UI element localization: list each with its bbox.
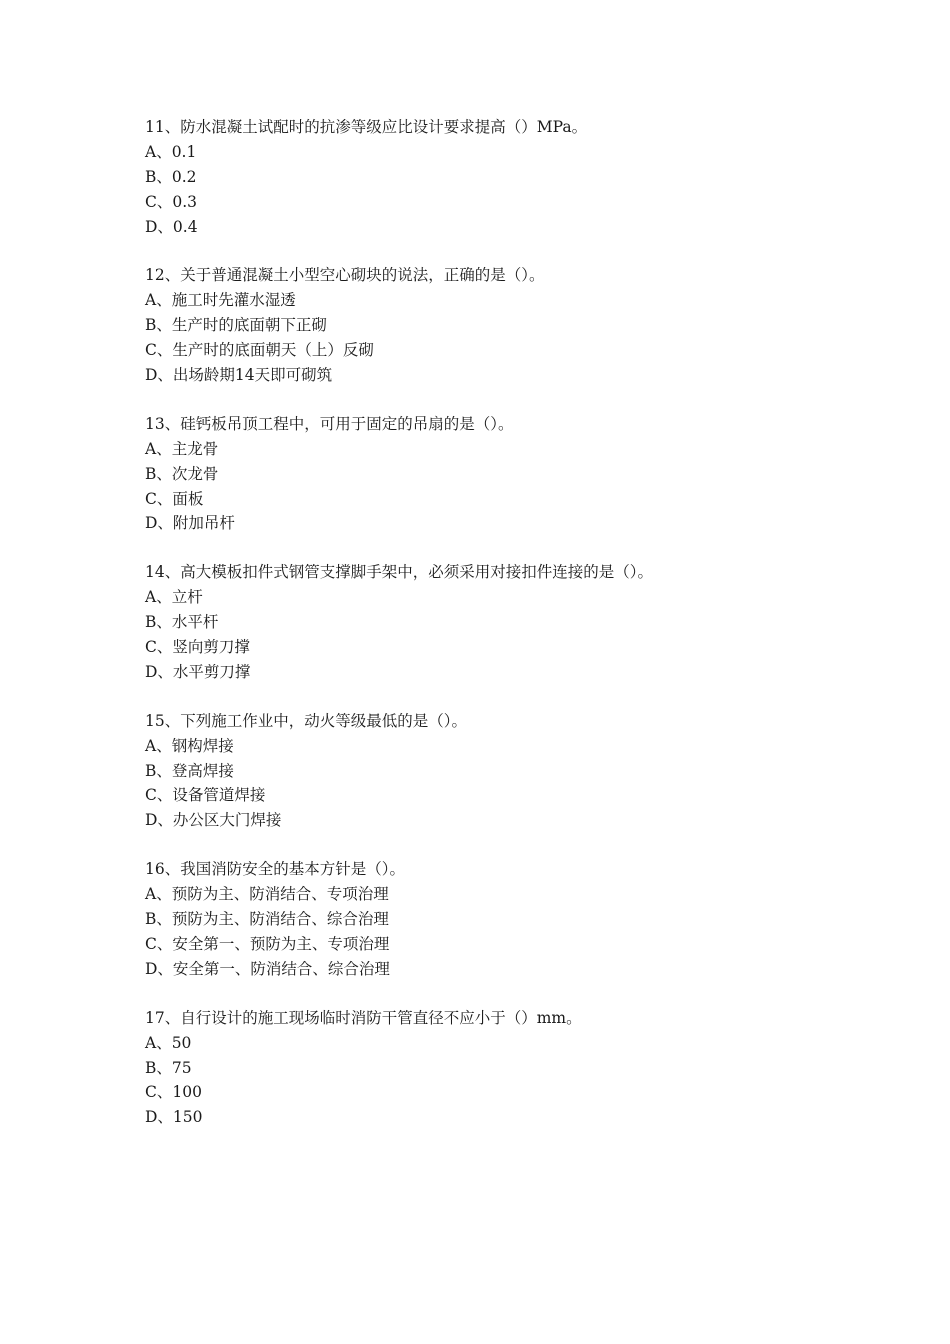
option-a: A、预防为主、防消结合、专项治理	[145, 885, 389, 904]
option-d: D、安全第一、防消结合、综合治理	[145, 959, 390, 978]
option-c: C、安全第一、预防为主、专项治理	[145, 934, 390, 953]
question-17	[145, 1006, 865, 1130]
question-13	[145, 412, 865, 536]
question-14	[145, 560, 865, 684]
option-b: B、预防为主、防消结合、综合治理	[145, 910, 389, 929]
option-c: C、生产时的底面朝天（上）反砌	[145, 341, 374, 360]
question-15	[145, 709, 865, 833]
option-a: A、施工时先灌水湿透	[145, 291, 296, 310]
option-a: A、钢构焊接	[145, 736, 234, 755]
question-stem: 15、下列施工作业中，动火等级最低的是（）。	[145, 711, 467, 730]
question-stem: 17、自行设计的施工现场临时消防干管直径不应小于（）mm。	[145, 1008, 582, 1027]
option-d: D、办公区大门焊接	[145, 811, 282, 830]
option-b: B、75	[145, 1058, 192, 1077]
option-d: D、水平剪刀撑	[145, 662, 251, 681]
option-b: B、水平杆	[145, 613, 219, 632]
option-d: D、150	[145, 1108, 203, 1127]
question-16	[145, 857, 865, 981]
option-c: C、100	[145, 1083, 202, 1102]
option-a: A、0.1	[145, 142, 197, 161]
option-d: D、0.4	[145, 217, 198, 236]
question-stem: 13、硅钙板吊顶工程中，可用于固定的吊扇的是（）。	[145, 414, 514, 433]
option-a: A、主龙骨	[145, 439, 219, 458]
question-stem: 16、我国消防安全的基本方针是（）。	[145, 860, 405, 879]
option-a: A、50	[145, 1033, 192, 1052]
option-c: C、面板	[145, 489, 204, 508]
question-stem: 11、防水混凝土试配时的抗渗等级应比设计要求提高（）MPa。	[145, 118, 588, 136]
question-12	[145, 263, 865, 387]
question-stem: 14、高大模板扣件式钢管支撑脚手架中，必须采用对接扣件连接的是（）。	[145, 563, 653, 582]
option-b: B、次龙骨	[145, 464, 219, 483]
option-b: B、生产时的底面朝下正砌	[145, 316, 327, 335]
question-stem: 12、关于普通混凝土小型空心砌块的说法，正确的是（）。	[145, 266, 545, 285]
option-d: D、出场龄期14天即可砌筑	[145, 366, 333, 385]
option-b: B、登高焊接	[145, 761, 234, 780]
question-11	[145, 115, 865, 239]
option-c: C、0.3	[145, 192, 198, 211]
option-b: B、0.2	[145, 167, 197, 186]
option-c: C、设备管道焊接	[145, 786, 266, 805]
option-c: C、竖向剪刀撑	[145, 638, 250, 657]
option-a: A、立杆	[145, 588, 203, 607]
option-d: D、附加吊杆	[145, 514, 235, 533]
question-list	[145, 115, 865, 1154]
